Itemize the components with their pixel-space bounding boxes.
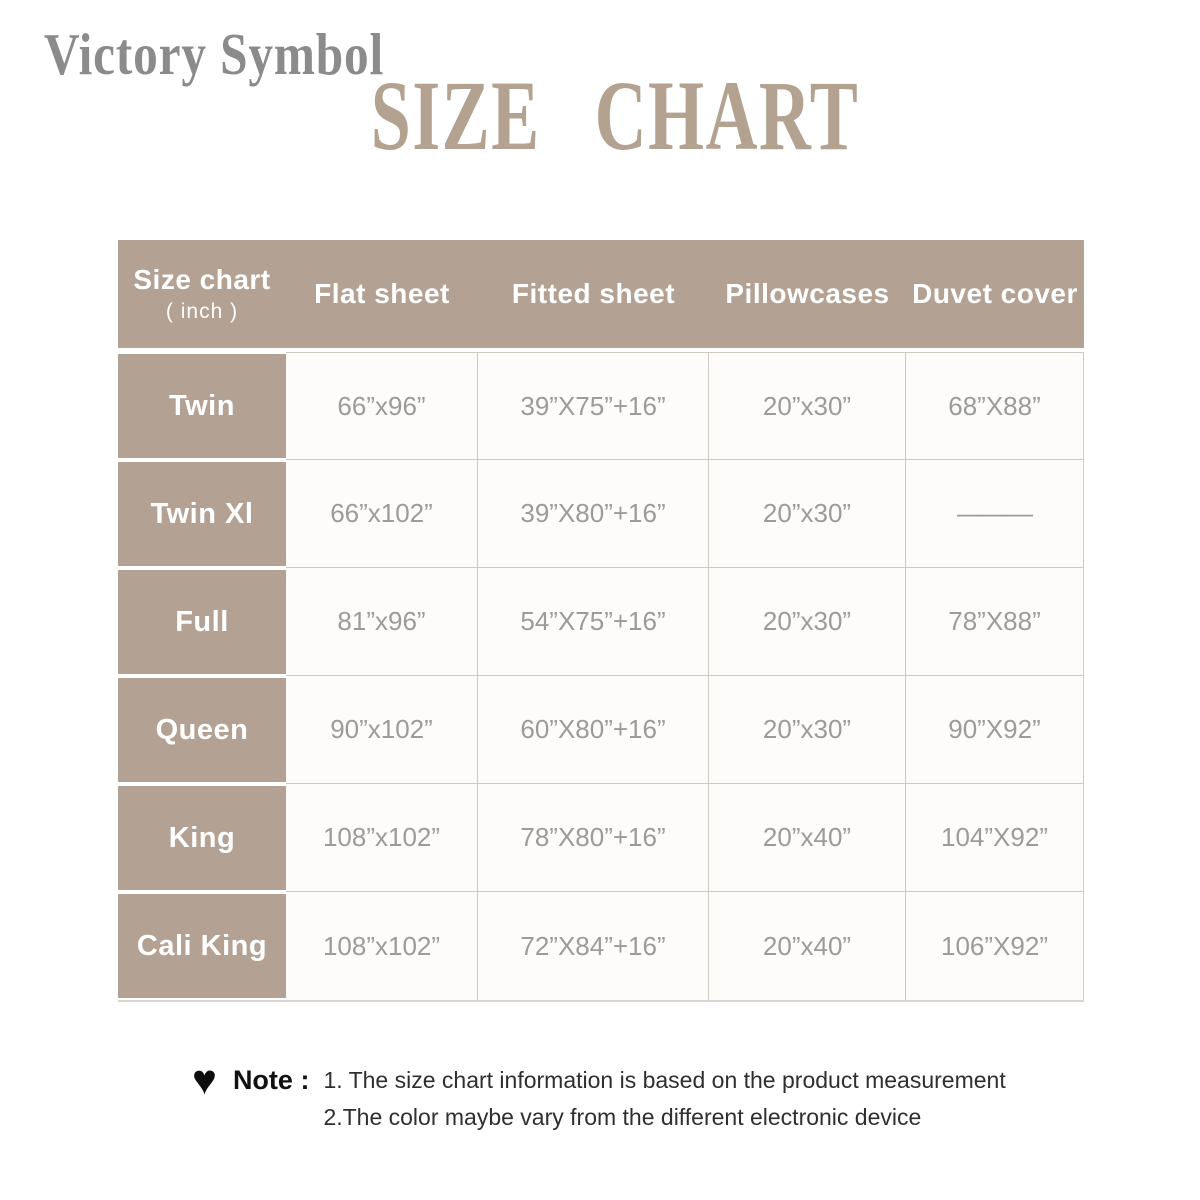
size-cell: 78”X88” xyxy=(906,568,1084,676)
size-cell: 20”x30” xyxy=(709,460,906,568)
header-size-column xyxy=(118,264,286,324)
row-size-label: King xyxy=(118,786,286,890)
size-cell: 81”x96” xyxy=(286,568,478,676)
size-cell: 104”X92” xyxy=(906,784,1084,892)
table-row xyxy=(118,892,1084,1000)
table-header xyxy=(118,240,1084,348)
size-cell: ——— xyxy=(906,460,1084,568)
row-size-label: Cali King xyxy=(118,894,286,998)
size-cell: 66”x102” xyxy=(286,460,478,568)
table-body xyxy=(118,352,1084,1002)
size-cell: 108”x102” xyxy=(286,784,478,892)
table-row xyxy=(118,568,1084,676)
header-size-unit: ( inch ) xyxy=(165,300,239,323)
size-cell: 20”x30” xyxy=(709,568,906,676)
row-size-label: Full xyxy=(118,570,286,674)
size-cell: 66”x96” xyxy=(286,352,478,460)
size-cell: 90”x102” xyxy=(286,676,478,784)
note-label: Note : xyxy=(232,1065,310,1095)
table-row xyxy=(118,676,1084,784)
header-pillowcases: Pillowcases xyxy=(725,278,890,309)
row-size-label: Queen xyxy=(118,678,286,782)
note-section xyxy=(192,1056,1006,1136)
size-cell: 54”X75”+16” xyxy=(478,568,709,676)
table-row xyxy=(118,460,1084,568)
header-size-label: Size chart xyxy=(133,264,271,295)
size-cell: 20”x40” xyxy=(709,784,906,892)
table-row xyxy=(118,352,1084,460)
table-row xyxy=(118,784,1084,892)
size-cell: 68”X88” xyxy=(906,352,1084,460)
note-line-2: 2.The color maybe vary from the different electronic device xyxy=(323,1104,922,1130)
size-cell: 39”X75”+16” xyxy=(478,352,709,460)
brand-logo: Victory Symbol xyxy=(44,21,385,88)
note-lines xyxy=(323,1062,1005,1136)
size-chart-table xyxy=(118,240,1084,1002)
header-duvet-cover: Duvet cover xyxy=(912,278,1078,309)
header-flat-sheet: Flat sheet xyxy=(314,278,450,309)
heart-icon: ♥ xyxy=(192,1056,217,1103)
size-cell: 60”X80”+16” xyxy=(478,676,709,784)
size-cell: 20”x40” xyxy=(709,892,906,1000)
row-size-label: Twin xyxy=(118,354,286,458)
row-size-label: Twin Xl xyxy=(118,462,286,566)
page-title: SIZE CHART xyxy=(370,60,860,171)
size-cell: 20”x30” xyxy=(709,352,906,460)
size-cell: 72”X84”+16” xyxy=(478,892,709,1000)
note-line-1: 1. The size chart information is based on the product measurement xyxy=(323,1067,1006,1093)
size-cell: 106”X92” xyxy=(906,892,1084,1000)
size-cell: 39”X80”+16” xyxy=(478,460,709,568)
size-cell: 108”x102” xyxy=(286,892,478,1000)
size-cell: 20”x30” xyxy=(709,676,906,784)
header-fitted-sheet: Fitted sheet xyxy=(511,278,676,309)
size-cell: 78”X80”+16” xyxy=(478,784,709,892)
size-cell: 90”X92” xyxy=(906,676,1084,784)
